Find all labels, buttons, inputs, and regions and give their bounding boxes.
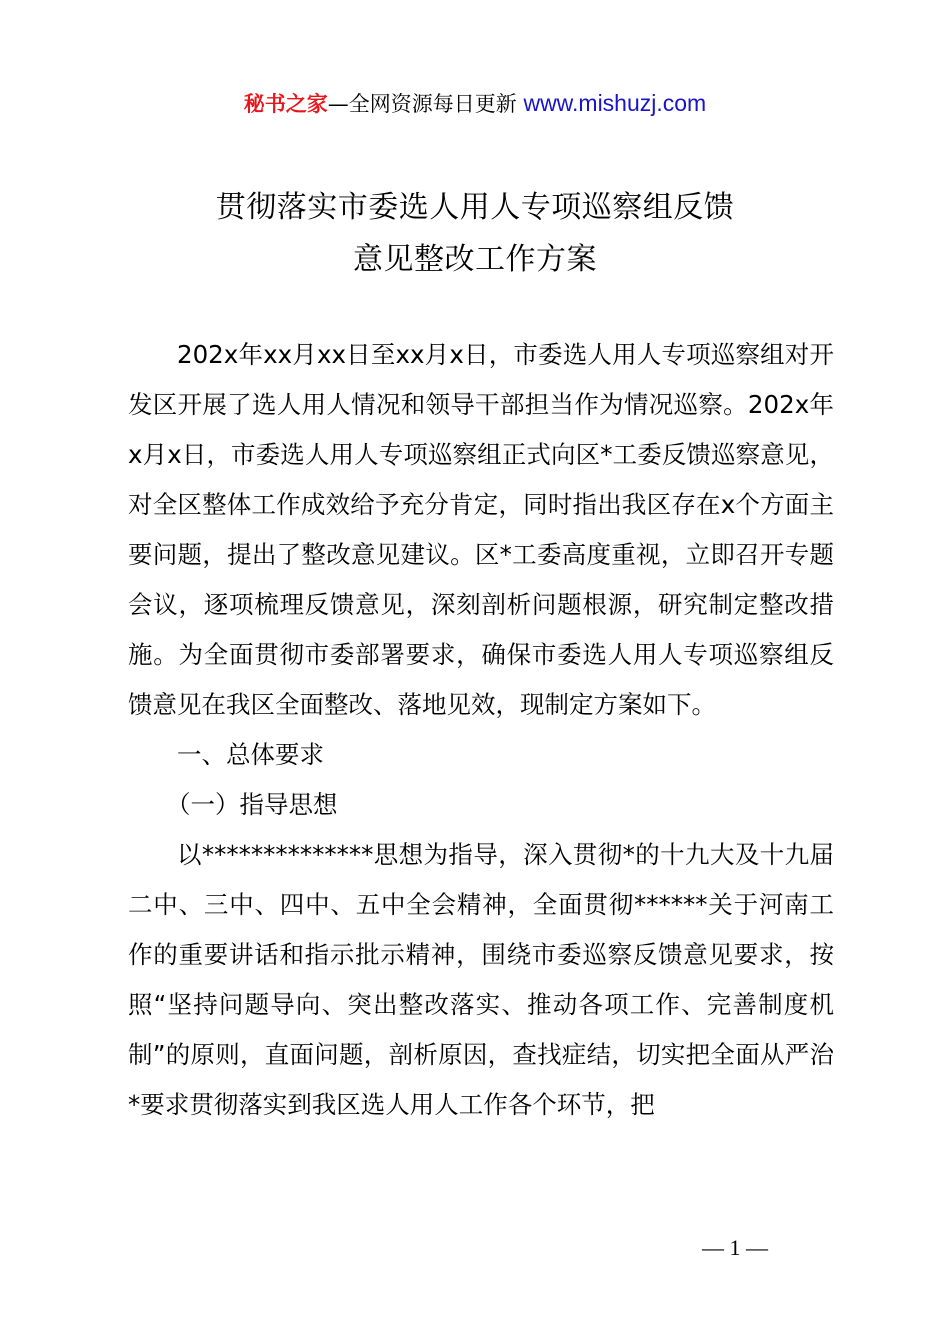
brand-name: 秘书之家 (243, 92, 328, 116)
page-number: — 1 — (702, 1235, 768, 1260)
document-title (0, 182, 950, 286)
guiding-paragraph: 以**************思想为指导，深入贯彻*的十九大及十九届二中、三中、四中、五中全会精神，全面贯彻******关于河南工作的重要讲话和指示批示精神，围绕市委巡察反馈意见要求，按照“坚持问题导向、突出整改落实、推动各项工作、完善制度机制”的原则，直面问题，剖析原因，查找症结，切实把全面从严治*要求贯彻落实到我区选人用人工作各个环节，把 (128, 840, 834, 1119)
banner-tagline: —全网资源每日更新 (327, 92, 524, 116)
subsection-heading: （一）指导思想 (166, 790, 338, 819)
site-url-link[interactable]: www.mishuzj.com (523, 90, 707, 116)
title-line-2: 意见整改工作方案 (353, 242, 597, 277)
document-body (128, 330, 834, 1130)
site-banner (0, 88, 950, 119)
title-line-1: 贯彻落实市委选人用人专项巡察组反馈 (215, 190, 735, 225)
intro-paragraph: 202x年xx月xx日至xx月x日，市委选人用人专项巡察组对开发区开展了选人用人情况和领导干部担当作为情况巡察。202x年x月x日，市委选人用人专项巡察组正式向区*工委反馈巡察意见，对全区整体工作成效给予充分肯定，同时指出我区存在x个方面主要问题，提出了整改意见建议。区*工委高度重视，立即召开专题会议，逐项梳理反馈意见，深刻剖析问题根源，研究制定整改措施。为全面贯彻市委部署要求，确保市委选人用人专项巡察组反馈意见在我区全面整改、落地见效，现制定方案如下。 (128, 340, 834, 719)
section-heading: 一、总体要求 (177, 740, 324, 769)
